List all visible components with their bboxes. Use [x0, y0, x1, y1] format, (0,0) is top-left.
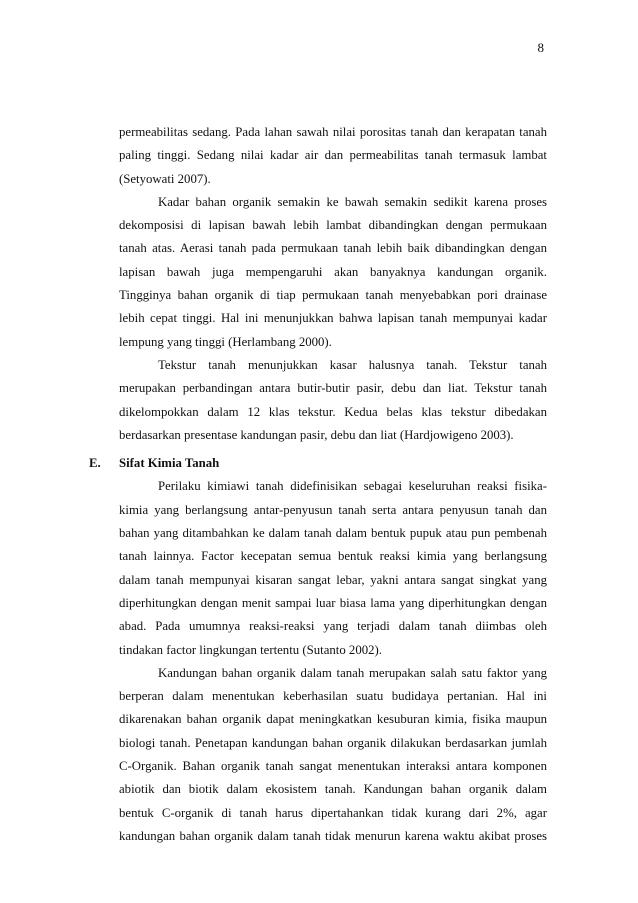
text-line: tindakan factor lingkungan tertentu (Sutanto 2002). — [119, 642, 382, 657]
text-line: diperhitungkan dengan menit sampai luar biasa lama yang diperhitungkan dengan — [119, 595, 547, 610]
text-line: tanah lainnya. Factor kecepatan semua bentuk reaksi kimia yang berlangsung — [119, 549, 547, 564]
section-heading — [89, 452, 547, 475]
text-line: berdasarkan presentase kandungan pasir, debu dan liat (Hardjowigeno 2003). — [119, 427, 514, 442]
text-line: kandungan bahan organik dalam tanah tidak menurun karena waktu akibat proses — [119, 828, 547, 843]
paragraph-2 — [119, 191, 547, 354]
paragraph-3 — [119, 354, 547, 447]
paragraph-4 — [119, 475, 547, 661]
text-line: dikelompokkan dalam 12 klas tekstur. Kedua belas klas tekstur dibedakan — [119, 404, 547, 419]
text-line: berperan dalam menentukan keberhasilan suatu budidaya pertanian. Hal ini — [119, 689, 547, 704]
text-line: dikarenakan bahan organik dapat meningkatkan kesuburan kimia, fisika maupun — [119, 712, 547, 727]
section-letter: E. — [89, 456, 101, 471]
text-line: biologi tanah. Penetapan kandungan bahan organik dilakukan berdasarkan jumlah — [119, 735, 547, 750]
text-line: bahan yang ditambahkan ke dalam tanah dalam bentuk pupuk atau pun pembenah — [119, 526, 547, 541]
paragraph-5 — [119, 662, 547, 848]
text-line: permeabilitas sedang. Pada lahan sawah nilai porositas tanah dan kerapatan tanah — [119, 125, 547, 139]
text-line: lapisan bawah juga mempengaruhi akan banyaknya kandungan organik. — [119, 264, 547, 279]
text-line: merupakan perbandingan antara butir-butir pasir, debu dan liat. Tekstur tanah — [119, 381, 547, 396]
text-line: Tingginya bahan organik di tiap permukaan tanah menyebabkan pori drainase — [119, 288, 547, 303]
text-line: Kandungan bahan organik dalam tanah merupakan salah satu faktor yang — [158, 665, 547, 680]
text-line: (Setyowati 2007). — [119, 171, 211, 186]
paragraph-1 — [119, 121, 547, 191]
page-number: 8 — [537, 40, 544, 55]
text-line: bentuk C-organik di tanah harus dipertahankan tidak kurang dari 2%, agar — [119, 805, 547, 820]
section-title: Sifat Kimia Tanah — [119, 456, 220, 471]
text-line: Perilaku kimiawi tanah didefinisikan sebagai keseluruhan reaksi fisika- — [158, 479, 547, 494]
text-line: abiotik dan biotik dalam ekosistem tanah. Kandungan bahan organik dalam — [119, 782, 547, 797]
text-line: paling tinggi. Sedang nilai kadar air dan permeabilitas tanah termasuk lambat — [119, 148, 547, 163]
text-line: Tekstur tanah menunjukkan kasar halusnya tanah. Tekstur tanah — [158, 357, 547, 372]
text-line: kimia yang berlangsung antar-penyusun tanah serta antara penyusun tanah dan — [119, 502, 547, 517]
text-line: dalam tanah mempunyai kisaran sangat lebar, yakni antara sangat singkat yang — [119, 572, 547, 587]
text-line: abad. Pada umumnya reaksi-reaksi yang terjadi dalam tanah diimbas oleh — [119, 619, 547, 634]
text-line: C-Organik. Bahan organik tanah sangat menentukan interaksi antara komponen — [119, 759, 547, 774]
text-line: Kadar bahan organik semakin ke bawah semakin sedikit karena proses — [158, 194, 547, 209]
body-text — [89, 121, 547, 848]
text-line: tanah atas. Aerasi tanah pada permukaan tanah lebih baik dibandingkan dengan — [119, 241, 547, 256]
text-line: dekomposisi di lapisan bawah lebih lambat dibandingkan dengan permukaan — [119, 218, 547, 233]
text-line: lebih cepat tinggi. Hal ini menunjukkan bahwa lapisan tanah mempunyai kadar — [119, 311, 547, 326]
text-line: lempung yang tinggi (Herlambang 2000). — [119, 334, 332, 349]
